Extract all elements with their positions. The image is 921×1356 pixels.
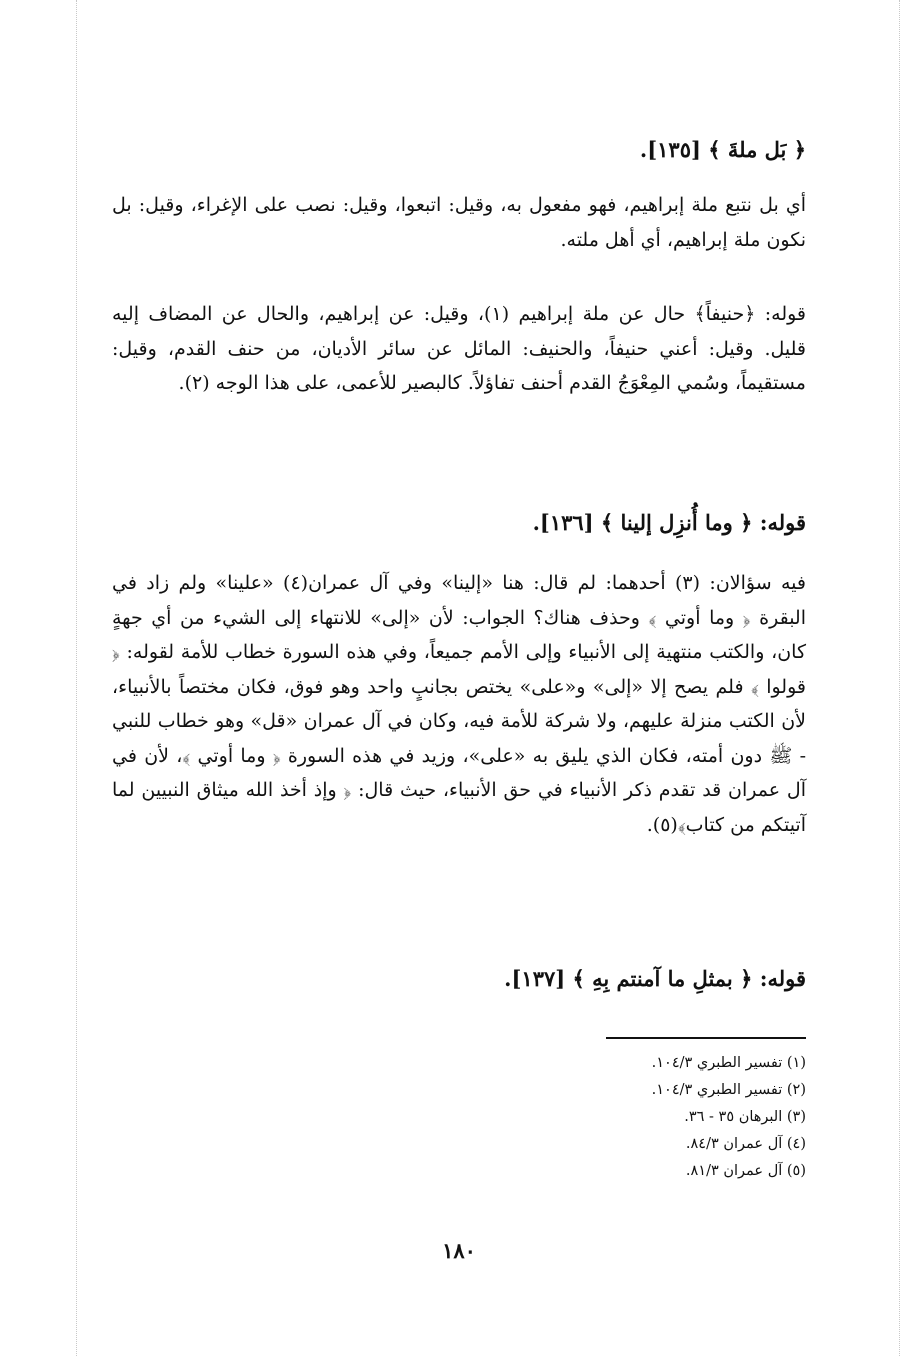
footnote-item: (٤) آل عمران ٨٤/٣.: [685, 1136, 806, 1152]
footnote-item: (٥) آل عمران ٨١/٣.: [685, 1163, 806, 1179]
paragraph-two-questions: فيه سؤالان: (٣) أحدهما: لم قال: هنا «إلينا» وفي آل عمران(٤) «علينا» ولم زاد في البقرة ﴿ وما أوتي ﴾ وحذف هناك؟ الجواب: لأن «إلى» للانتهاء إلى الشيء من أي جهةٍ كان، والكتب منتهية إلى الأنبياء وإلى الأمم جميعاً، وفي هذه السورة خطاب للأمة لقوله: ﴿ قولوا ﴾ فلم يصح إلا «إلى» و«على» يختص بجانبٍ واحد وهو فوق، فكان مختصاً بالأنبياء، لأن الكتب منزلة عليهم، ولا شركة للأمة فيه، وكان في آل عمران «قل» وهو خطاب للنبي - ﷺ دون أمته، فكان الذي يليق به «على»، وزيد في هذه السورة ﴿ وما أوتي ﴾، لأن في آل عمران قد تقدم ذكر الأنبياء في حق الأنبياء، حيث قال: ﴿ وإذ أخذ الله ميثاق النبيين لما آتيتكم من كتاب﴾(٥).: [112, 572, 806, 836]
footnote-item: (٢) تفسير الطبري ١٠٤/٣.: [651, 1082, 806, 1098]
page-number: ١٨٠: [442, 1238, 476, 1263]
paragraph-hanifan: قوله: ﴿حنيفاً﴾ حال عن ملة إبراهيم (١)، وقيل: عن إبراهيم، والحال عن المضاف إليه قليل. وقيل: أعني حنيفاً، والحنيف: المائل عن سائر الأديان، من حنف القدم، وقيل: مستقيماً، وسُمي المِعْوَجُ القدم أحنف تفاؤلاً. كالبصير للأعمى، على هذا الوجه (٢).: [112, 303, 807, 394]
footnote-separator: [606, 1037, 806, 1039]
book-page: [112, 0, 806, 1356]
page-guide-left: [76, 0, 77, 1356]
verse-heading-137: قوله: ﴿ بمثلِ ما آمنتم بِهِ ﴾ [١٣٧].: [504, 966, 806, 991]
footnote-item: (٣) البرهان ٣٥ - ٣٦.: [684, 1109, 806, 1125]
verse-heading-135: ﴿ بَل ملةَ ﴾ [١٣٥].: [639, 137, 806, 162]
footnotes-list: [652, 1050, 806, 1185]
page-guide-right: [899, 0, 900, 1356]
footnote-item: (١) تفسير الطبري ١٠٤/٣.: [651, 1055, 806, 1071]
verse-heading-136: قوله: ﴿ وما أُنزِل إلينا ﴾ [١٣٦].: [532, 510, 806, 535]
paragraph-bal-millah: أي بل نتبع ملة إبراهيم، فهو مفعول به، وقيل: اتبعوا، وقيل: نصب على الإغراء، وقيل: بل نكون ملة إبراهيم، أي أهل ملته.: [112, 194, 806, 251]
